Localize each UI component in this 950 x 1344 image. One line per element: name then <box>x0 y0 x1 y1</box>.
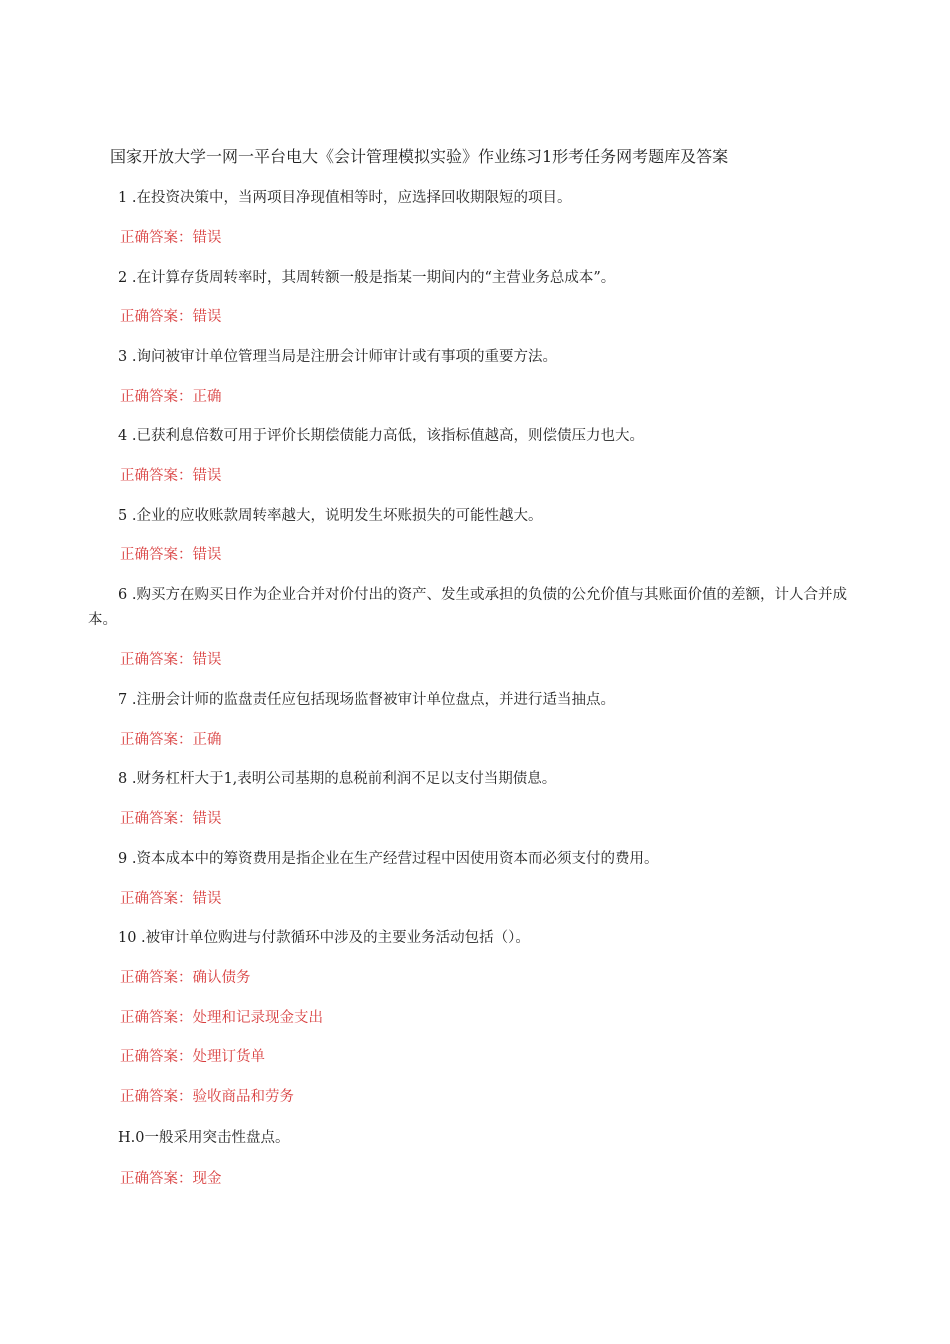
question-7: 7 .注册会计师的监盘责任应包括现场监督被审计单位盘点，并进行适当抽点。 <box>118 692 615 708</box>
answer-9 <box>120 889 222 909</box>
answer-1 <box>120 228 222 248</box>
answer-value: 错误 <box>192 309 222 325</box>
answer-label: 正确答案： <box>120 1010 193 1026</box>
answer-label: 正确答案： <box>120 1049 193 1065</box>
answer-label: 正确答案： <box>120 811 193 827</box>
answer-6 <box>120 650 222 670</box>
question-11: H.0一般采用突击性盘点。 <box>118 1130 290 1146</box>
question-4: 4 .已获利息倍数可用于评价长期偿债能力高低，该指标值越高，则偿债压力也大。 <box>118 428 644 444</box>
answer-value: 正确 <box>192 732 222 748</box>
question-8: 8 .财务杠杆大于1,表明公司基期的息税前利润不足以支付当期债息。 <box>118 771 557 787</box>
answer-value: 确认债务 <box>192 970 251 986</box>
answer-value: 错误 <box>192 230 222 246</box>
answer-label: 正确答案： <box>120 309 193 325</box>
answer-label: 正确答案： <box>120 652 193 668</box>
answer-8 <box>120 809 222 829</box>
answer-value: 错误 <box>192 652 222 668</box>
document-title: 国家开放大学一网一平台电大《会计管理模拟实验》作业练习1形考任务网考题库及答案 <box>110 147 729 166</box>
answer-10-1 <box>120 968 251 988</box>
answer-2 <box>120 307 222 327</box>
answer-4 <box>120 466 222 486</box>
answer-7 <box>120 730 222 750</box>
answer-10-4 <box>120 1087 294 1107</box>
answer-value: 错误 <box>192 891 222 907</box>
answer-value: 错误 <box>192 547 222 563</box>
answer-10-2 <box>120 1008 323 1028</box>
answer-value: 现金 <box>192 1171 222 1187</box>
question-9: 9 .资本成本中的筹资费用是指企业在生产经营过程中因使用资本而必须支付的费用。 <box>118 851 659 867</box>
answer-label: 正确答案： <box>120 1089 193 1105</box>
question-1: 1 .在投资决策中，当两项目净现值相等时，应选择回收期限短的项目。 <box>118 190 572 206</box>
answer-value: 正确 <box>192 389 222 405</box>
answer-value: 处理和记录现金支出 <box>192 1010 323 1026</box>
answer-label: 正确答案： <box>120 389 193 405</box>
question-3: 3 .询问被审计单位管理当局是注册会计师审计或有事项的重要方法。 <box>118 349 557 365</box>
answer-label: 正确答案： <box>120 547 193 563</box>
answer-label: 正确答案： <box>120 468 193 484</box>
answer-label: 正确答案： <box>120 1171 193 1187</box>
answer-value: 错误 <box>192 468 222 484</box>
answer-value: 处理订货单 <box>192 1049 265 1065</box>
answer-10-3 <box>120 1047 265 1067</box>
answer-3 <box>120 387 222 407</box>
answer-label: 正确答案： <box>120 891 193 907</box>
question-6: 6 .购买方在购买日作为企业合并对价付出的资产、发生或承担的负债的公允价值与其账面价值的差额，计人合并成本。 <box>88 587 847 628</box>
answer-value: 错误 <box>192 811 222 827</box>
answer-label: 正确答案： <box>120 732 193 748</box>
answer-5 <box>120 545 222 565</box>
question-2: 2 .在计算存货周转率时，其周转额一般是指某一期间内的“主营业务总成本”。 <box>118 270 616 286</box>
question-10: 10 .被审计单位购进与付款循环中涉及的主要业务活动包括（）。 <box>118 930 530 946</box>
answer-value: 验收商品和劳务 <box>192 1089 294 1105</box>
answer-label: 正确答案： <box>120 970 193 986</box>
question-5: 5 .企业的应收账款周转率越大，说明发生坏账损失的可能性越大。 <box>118 508 543 524</box>
answer-11 <box>120 1169 222 1189</box>
answer-label: 正确答案： <box>120 230 193 246</box>
